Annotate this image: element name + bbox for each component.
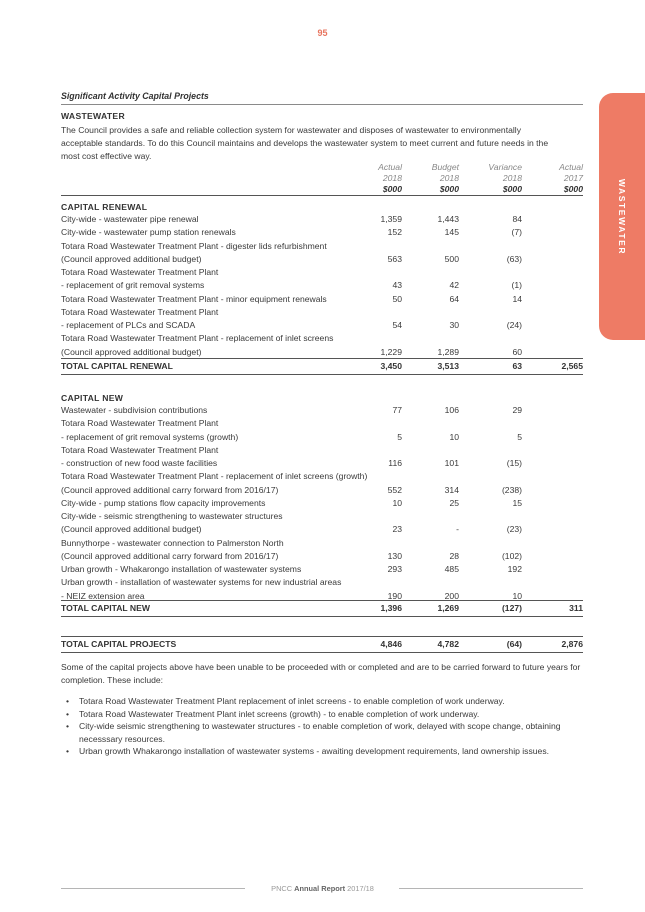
table-row xyxy=(61,319,583,332)
cell-label: Bunnythorpe - wastewater connection to Palmerston North xyxy=(61,537,284,548)
cell-actual: 116 xyxy=(388,458,402,468)
column-header-label: Actual xyxy=(559,162,583,172)
cell-label: Totara Road Wastewater Treatment Plant - replacement of inlet screens (growth) xyxy=(61,471,368,482)
cell-budget: 3,513 xyxy=(437,361,459,371)
cell-label: Totara Road Wastewater Treatment Plant xyxy=(61,306,219,317)
cell-budget: 101 xyxy=(444,458,459,468)
cell-variance: 63 xyxy=(512,361,522,371)
cell-variance: (63) xyxy=(506,253,522,264)
column-header-variance-2018 xyxy=(488,162,522,195)
table-row xyxy=(61,332,583,345)
cell-budget: 1,443 xyxy=(437,214,459,224)
footer-org: PNCC xyxy=(271,884,293,893)
table-row xyxy=(61,563,583,576)
cell-label: Totara Road Wastewater Treatment Plant xyxy=(61,267,219,277)
cell-actual: 23 xyxy=(392,524,402,535)
cell-actual: 5 xyxy=(397,431,402,442)
column-header-year: 2017 xyxy=(563,173,583,183)
cell-budget: 1,269 xyxy=(437,603,459,613)
cell-label: City-wide - pump stations flow capacity improvements xyxy=(61,497,266,508)
cell-actual: 50 xyxy=(392,293,402,304)
page-number: 95 xyxy=(317,28,328,38)
cell-label: Totara Road Wastewater Treatment Plant - minor equipment renewals xyxy=(61,293,327,304)
cell-label: (Council approved additional budget) xyxy=(61,524,202,535)
cell-actual: 1,229 xyxy=(380,346,402,357)
title-divider xyxy=(61,104,583,105)
grand-total-divider-top xyxy=(61,636,583,637)
side-tab-label: WASTEWATER xyxy=(617,178,627,255)
new-total-divider-bottom xyxy=(61,616,583,617)
column-header-year: 2018 xyxy=(502,173,522,183)
cell-actual: 4,846 xyxy=(380,639,402,649)
table-row xyxy=(61,404,583,417)
cell-actual: 130 xyxy=(387,550,402,561)
cell-variance: (15) xyxy=(506,458,522,468)
column-header-year: 2018 xyxy=(439,173,459,183)
table-row xyxy=(61,537,583,550)
list-item: • Totara Road Wastewater Treatment Plant replacement of inlet screens - to enable completion of work underway. xyxy=(66,695,576,708)
list-item: • Urban growth Whakarongo installation of wastewater systems - awaiting development requirements, land ownership issues. xyxy=(66,745,576,758)
total-row xyxy=(61,360,583,373)
cell-label: Totara Road Wastewater Treatment Plant xyxy=(61,418,219,429)
column-header-label: Variance xyxy=(488,162,522,172)
cell-variance: 15 xyxy=(512,497,522,508)
total-row xyxy=(61,638,583,651)
cell-label: (Council approved additional budget) xyxy=(61,346,202,357)
cell-variance: 60 xyxy=(512,346,522,357)
intro-paragraph: The Council provides a safe and reliable collection system for wastewater and disposes of wastewater to environmentally acceptable standards. To do this Council maintains and develops the wastewater system to meet current and future needs in the most cost effective way. xyxy=(61,125,549,162)
cell-label: (Council approved additional carry forward from 2016/17) xyxy=(61,550,279,561)
cell-label: Urban growth - installation of wastewater systems for new industrial areas xyxy=(61,577,342,588)
column-header-unit: $000 xyxy=(439,184,459,194)
wastewater-heading: WASTEWATER xyxy=(61,111,125,121)
cell-prior: 311 xyxy=(569,603,583,613)
cell-variance: 29 xyxy=(512,405,522,415)
cell-variance: 84 xyxy=(512,214,522,224)
column-header-year: 2018 xyxy=(382,173,402,183)
grand-total-divider-bottom xyxy=(61,652,583,653)
table-row xyxy=(61,576,583,589)
footer-year: 2017/18 xyxy=(347,884,374,893)
cell-variance: (1) xyxy=(511,280,522,291)
column-header-unit: $000 xyxy=(382,184,402,194)
cell-variance: 5 xyxy=(517,431,522,442)
cell-budget: 106 xyxy=(444,405,459,415)
cell-actual: 190 xyxy=(387,590,402,601)
cell-variance: (23) xyxy=(506,524,522,535)
cell-actual: 43 xyxy=(392,280,402,291)
total-row xyxy=(61,602,583,615)
renewal-total-divider-bottom xyxy=(61,374,583,375)
cell-budget: 10 xyxy=(449,431,459,442)
cell-label: Wastewater - subdivision contributions xyxy=(61,405,208,415)
cell-label: Totara Road Wastewater Treatment Plant xyxy=(61,444,219,455)
table-row xyxy=(61,523,583,536)
cell-variance: 14 xyxy=(512,293,522,304)
cell-actual: 77 xyxy=(392,405,402,415)
cell-actual: 563 xyxy=(387,253,402,264)
cell-prior: 2,876 xyxy=(561,639,583,649)
cell-label: City-wide - wastewater pump station renewals xyxy=(61,227,236,238)
cell-variance: (238) xyxy=(501,484,522,495)
cell-label: (Council approved additional carry forward from 2016/17) xyxy=(61,484,279,495)
table-row xyxy=(61,444,583,457)
column-header-actual-2017 xyxy=(559,162,583,195)
cell-label: City-wide - wastewater pipe renewal xyxy=(61,214,199,224)
new-total-divider-top xyxy=(61,600,583,601)
cell-label: TOTAL CAPITAL PROJECTS xyxy=(61,639,177,649)
cell-actual: 552 xyxy=(387,484,402,495)
cell-label: - replacement of PLCs and SCADA xyxy=(61,320,196,330)
cell-label: Totara Road Wastewater Treatment Plant - digester lids refurbishment xyxy=(61,240,327,251)
cell-prior: 2,565 xyxy=(561,361,583,371)
cell-label: (Council approved additional budget) xyxy=(61,253,202,264)
cell-variance: (127) xyxy=(501,603,522,613)
table-row xyxy=(61,550,583,563)
table-row xyxy=(61,510,583,523)
table-row xyxy=(61,213,583,226)
cell-budget: 30 xyxy=(449,320,459,330)
table-row xyxy=(61,253,583,266)
column-header-unit: $000 xyxy=(502,184,522,194)
page-footer xyxy=(0,884,645,893)
cell-budget: 4,782 xyxy=(437,639,459,649)
cell-actual: 1,396 xyxy=(380,603,402,613)
section-side-tab xyxy=(599,93,645,340)
cell-budget: 42 xyxy=(449,280,459,291)
table-row xyxy=(61,484,583,497)
column-header-budget-2018 xyxy=(432,162,459,195)
cell-actual: 152 xyxy=(387,227,402,238)
cell-variance: (24) xyxy=(506,320,522,330)
table-row xyxy=(61,306,583,319)
cell-budget: 64 xyxy=(449,293,459,304)
column-header-label: Budget xyxy=(431,162,459,172)
column-header-label: Actual xyxy=(378,162,402,172)
cell-budget: 500 xyxy=(444,253,459,264)
capital-new-heading: CAPITAL NEW xyxy=(61,393,124,403)
column-header-actual-2018 xyxy=(378,162,402,195)
list-item: • Totara Road Wastewater Treatment Plant inlet screens (growth) - to enable completion of work underway. xyxy=(66,708,576,721)
table-row xyxy=(61,470,583,483)
cell-budget: 1,289 xyxy=(437,346,459,357)
cell-label: - replacement of grit removal systems xyxy=(61,280,205,291)
cell-budget: 145 xyxy=(444,227,459,238)
cell-actual: 1,359 xyxy=(380,214,402,224)
table-row xyxy=(61,417,583,430)
table-row xyxy=(61,431,583,444)
cell-actual: 3,450 xyxy=(380,361,402,371)
table-row xyxy=(61,497,583,510)
cell-budget: 28 xyxy=(449,550,459,561)
footer-title: Annual Report xyxy=(294,884,346,893)
cell-actual: 10 xyxy=(392,497,402,508)
cell-budget: 314 xyxy=(444,484,459,495)
cell-variance: 192 xyxy=(507,564,522,574)
cell-actual: 293 xyxy=(387,564,402,574)
cell-label: TOTAL CAPITAL RENEWAL xyxy=(61,361,173,371)
table-row xyxy=(61,457,583,470)
cell-actual: 54 xyxy=(392,320,402,330)
header-divider xyxy=(61,195,583,196)
cell-variance: (64) xyxy=(506,639,522,649)
cell-variance: (102) xyxy=(501,550,522,561)
table-row xyxy=(61,346,583,359)
cell-label: - NEIZ extension area xyxy=(61,590,145,601)
cell-label: Totara Road Wastewater Treatment Plant - replacement of inlet screens xyxy=(61,333,334,344)
capital-renewal-heading: CAPITAL RENEWAL xyxy=(61,202,148,212)
carry-forward-list xyxy=(66,695,576,758)
table-row xyxy=(61,240,583,253)
table-row xyxy=(61,279,583,292)
renewal-total-divider-top xyxy=(61,358,583,359)
cell-budget: - xyxy=(456,524,459,535)
carry-forward-note: Some of the capital projects above have been unable to be proceeded with or completed and are to be carried forward to future years for completion. These include: xyxy=(61,662,581,686)
cell-label: - replacement of grit removal systems (growth) xyxy=(61,431,239,442)
cell-label: Urban growth - Whakarongo installation of wastewater systems xyxy=(61,564,302,574)
list-item: • City-wide seismic strengthening to wastewater structures - to enable completion of work, delayed with scope change, obtaining necesssary resources. xyxy=(66,720,576,745)
section-title: Significant Activity Capital Projects xyxy=(61,91,209,101)
cell-budget: 485 xyxy=(444,564,459,574)
table-row xyxy=(61,226,583,239)
cell-label: City-wide - seismic strengthening to wastewater structures xyxy=(61,511,283,521)
column-header-unit: $000 xyxy=(563,184,583,194)
cell-budget: 200 xyxy=(444,590,459,601)
table-row xyxy=(61,293,583,306)
cell-variance: 10 xyxy=(512,590,522,601)
cell-label: TOTAL CAPITAL NEW xyxy=(61,603,150,613)
cell-label: - construction of new food waste facilities xyxy=(61,458,218,468)
cell-variance: (7) xyxy=(511,227,522,238)
table-row xyxy=(61,266,583,279)
cell-budget: 25 xyxy=(449,497,459,508)
